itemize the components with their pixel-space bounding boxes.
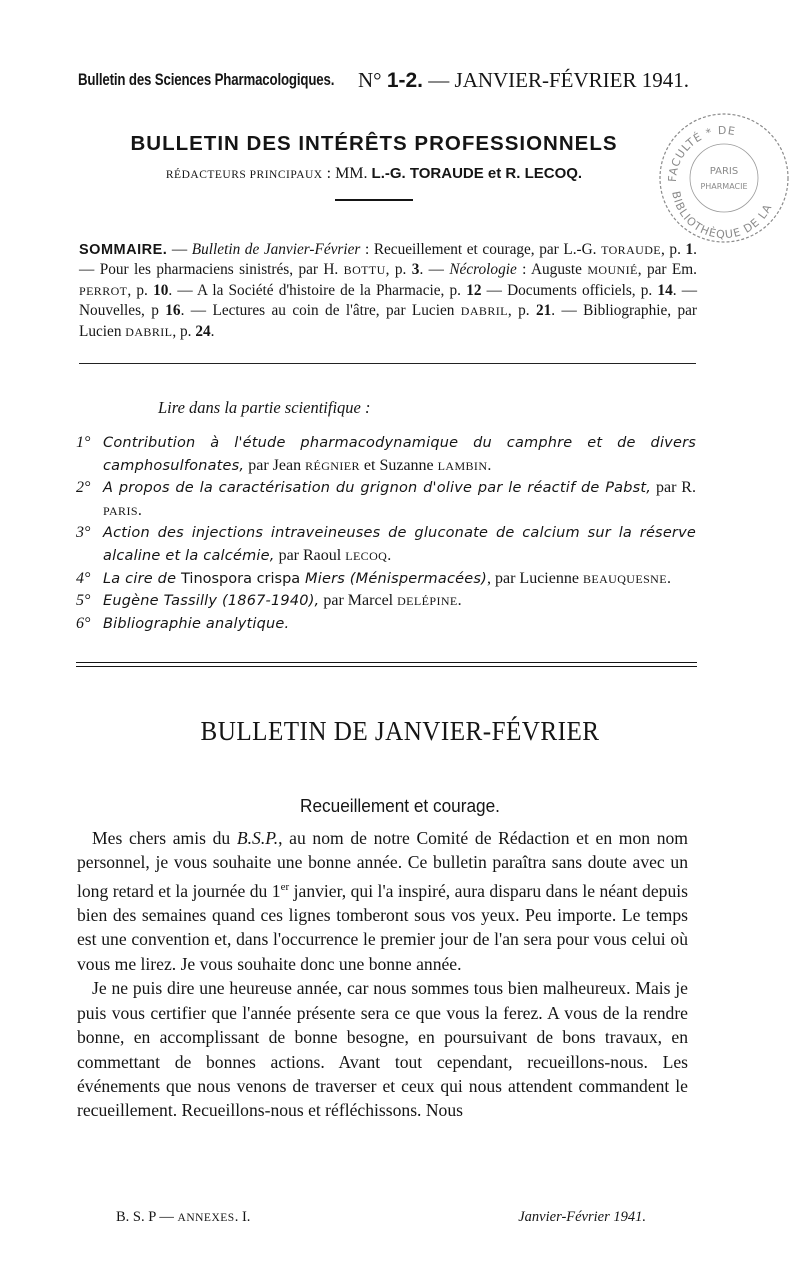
stamp-bottom-text: BIBLIOTHÈQUE DE LA: [669, 190, 775, 242]
main-title: BULLETIN DE JANVIER-FÉVRIER: [200, 716, 600, 746]
entry-author: LECOQ: [345, 548, 388, 563]
stamp-middle-2: PHARMACIE: [700, 182, 748, 191]
contents-entry: 2° A propos de la caractérisation du grignon d'olive par le réactif de Pabst, par R. PARIS.: [76, 479, 696, 519]
lire-heading: Lire dans la partie scientifique :: [158, 398, 371, 417]
issue-number: 1-2.: [386, 69, 424, 92]
double-divider: [76, 662, 697, 667]
entry-title: Bibliographie analytique.: [103, 615, 290, 632]
running-head-journal: Bulletin des Sciences Pharmacologiques.: [78, 70, 335, 89]
entry-number: 4°: [76, 569, 91, 587]
running-head: [78, 68, 698, 98]
entry-number: 5°: [76, 592, 91, 610]
stamp-top-text: FACULTÉ * DE: [665, 123, 737, 183]
section-title: BULLETIN DES INTÉRÊTS PROFESSIONNELS: [130, 132, 618, 155]
entry-title-end: Miers (Ménispermacées): [300, 570, 487, 587]
sommaire-paragraph: SOMMAIRE. — Bulletin de Janvier-Février : Recueillement et courage, par L.-G. TORAUDE, p. 1. — Pour les pharmaciens sinistrés, par H. BOTTU, p. 3. — Nécrologie : Auguste MOUNIÉ, par Em. PERROT, p. 10. — A la Société d'histoire de la Pharmacie, p. 12 — Documents officiels, p. 14. — Nouvelles, p 16. — Lectures au coin de l'âtre, par Lucien DABRIL, p. 21. — Bibliographie, par Lucien DABRIL, p. 24.: [79, 241, 698, 340]
contents-entry: 3° Action des injections intraveineuses de gluconate de calcium sur la réserve alcaline et la calcémie, par Raoul LECOQ.: [76, 524, 696, 564]
editors-label: RÉDACTEURS PRINCIPAUX: [165, 169, 323, 181]
article-body: [77, 826, 688, 1123]
entry-author: DELÉPINE: [397, 594, 458, 609]
sommaire-lead: SOMMAIRE.: [79, 242, 168, 258]
entry-number: 6°: [76, 614, 91, 632]
footer-left: B. S. P — ANNEXES. I.: [116, 1209, 251, 1225]
short-divider: [335, 199, 413, 201]
sommaire-divider: [79, 363, 696, 364]
library-stamp: [650, 104, 790, 244]
editors-line: RÉDACTEURS PRINCIPAUX : MM. L.-G. TORAUDE et R. LECOQ.: [165, 165, 583, 182]
article-title: Recueillement et courage.: [300, 795, 500, 816]
entry-number: 1°: [76, 434, 91, 451]
stamp-middle-1: PARIS: [709, 166, 739, 177]
entry-title-species: Tinospora crispa: [181, 570, 301, 587]
entry-title: Contribution à l'étude pharmacodynamique du camphre et de divers camphosulfonates,: [103, 435, 696, 474]
issue-date: — JANVIER-FÉVRIER 1941.: [423, 68, 690, 92]
footer-right: Janvier-Février 1941.: [518, 1209, 646, 1225]
entry-author: PARIS: [103, 503, 138, 518]
running-head-issue: N° 1-2. — JANVIER-FÉVRIER 1941.: [358, 68, 690, 92]
contents-entry: 4° La cire de Tinospora crispa Miers (Ménispermacées), par Lucienne BEAUQUESNE.: [76, 568, 696, 591]
entry-title: Action des injections intraveineuses de gluconate de calcium sur la réserve alcaline et la calcémie,: [103, 525, 696, 564]
editors-names: L.-G. TORAUDE et R. LECOQ.: [371, 165, 583, 182]
contents-entry: 5° Eugène Tassilly (1867-1940), par Marcel DELÉPINE.: [76, 590, 696, 613]
scientific-contents-list: [76, 432, 696, 635]
entry-title: La cire de: [103, 570, 181, 587]
entry-author: RÉGNIER: [305, 458, 360, 473]
contents-entry: 1° Contribution à l'étude pharmacodynamique du camphre et de divers camphosulfonates, par Jean RÉGNIER et Suzanne LAMBIN.: [76, 434, 696, 474]
contents-entry: [76, 613, 696, 636]
entry-number: 2°: [76, 479, 91, 497]
body-paragraph: Je ne puis dire une heureuse année, car nous sommes tous bien malheureux. Mais je puis vous certifier que l'année présente sera ce que vous la ferez. A vous de la rendre bonne, en accomplissant de bonne besogne, en poursuivant de bons travaux, en commettant de bonnes actions. Avant tout cependant, recueillons-nous. Les événements que nous venons de traverser et ceux qui nous attendent commandent le recueillement. Recueillons-nous et réfléchissons. Nous: [77, 978, 688, 1121]
entry-title: A propos de la caractérisation du grignon d'olive par le réactif de Pabst,: [103, 480, 652, 497]
entry-author: LAMBIN: [437, 458, 488, 473]
entry-number: 3°: [76, 524, 91, 542]
entry-author: BEAUQUESNE: [582, 571, 667, 586]
entry-title: Eugène Tassilly (1867-1940),: [103, 593, 320, 610]
body-paragraph: Mes chers amis du B.S.P., au nom de notre Comité de Rédaction et en mon nom personnel, je vous souhaite une bonne année. Ce bulletin paraîtra sans doute avec un long retard et la journée du 1er janvier, qui l'a inspiré, aura disparu dans le néant depuis bien des semaines quand ces lignes tomberont sous vos yeux. Peu importe. Le temps est une convention et, dans l'occurrence le premier jour de l'an sera pour vous celui où vous me lirez. Je vous souhaite donc une bonne année.: [77, 828, 688, 974]
